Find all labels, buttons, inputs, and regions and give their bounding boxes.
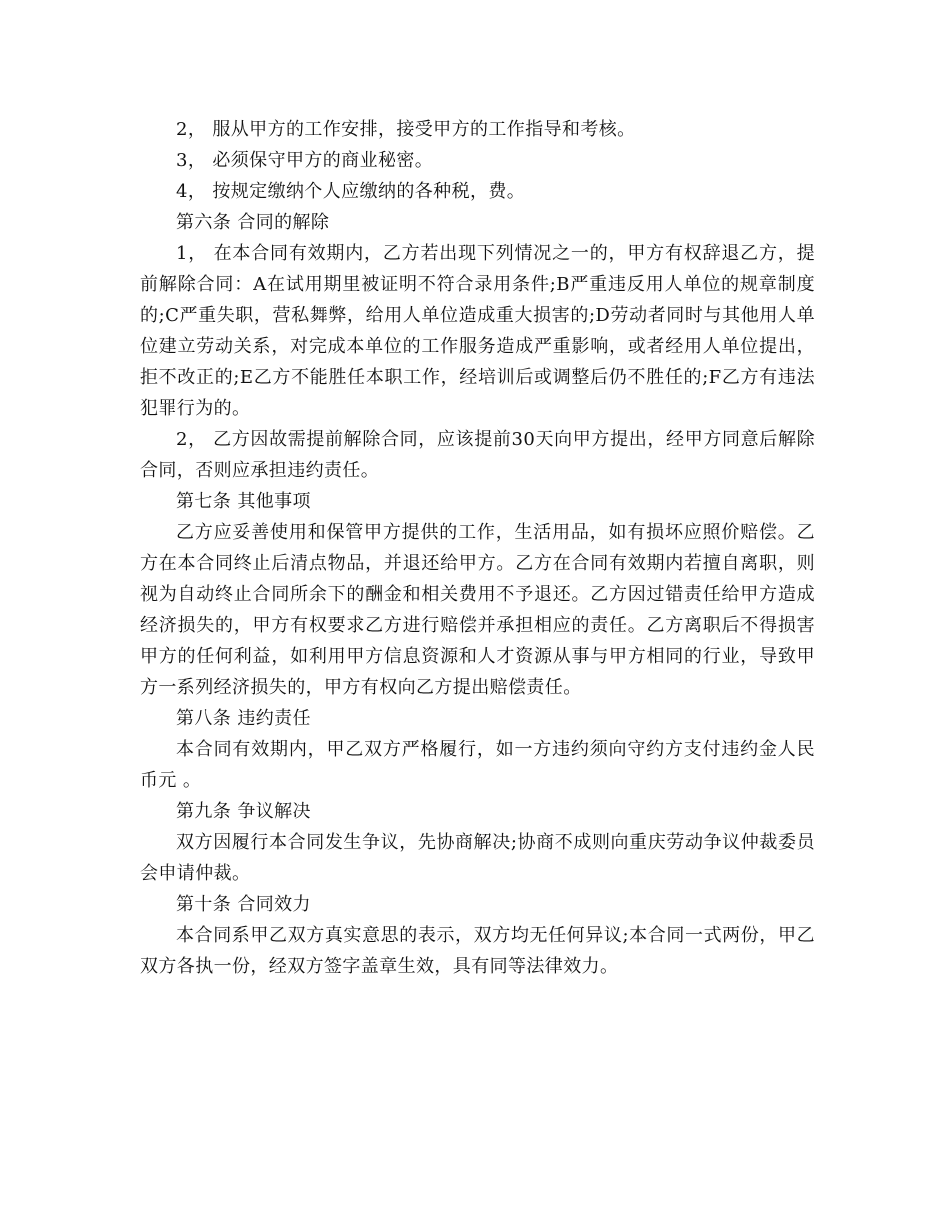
article-6-heading: 第六条 合同的解除 — [176, 212, 330, 233]
article-6-item-2: 2， 乙方因故需提前解除合同，应该提前30天向甲方提出，经甲方同意后解除合同，否则应承担违约责任。 — [140, 429, 815, 481]
article-8-body: 本合同有效期内，甲乙双方严格履行，如一方违约须向守约方支付违约金人民币元 。 — [140, 739, 815, 791]
article-6-item-1: 1， 在本合同有效期内，乙方若出现下列情况之一的，甲方有权辞退乙方，提前解除合同：A在试用期里被证明不符合录用条件;B严重违反用人单位的规章制度的;C严重失职，营私舞弊，给用人单位造成重大损害的;D劳动者同时与其他用人单位建立劳动关系，对完成本单位的工作服务造成严重影响，或者经用人单位提出，拒不改正的;E乙方不能胜任本职工作，经培训后或调整后仍不胜任的;F乙方有违法犯罪行为的。 — [140, 243, 815, 419]
article-8-heading: 第八条 违约责任 — [176, 708, 311, 729]
article-9-heading: 第九条 争议解决 — [176, 801, 311, 822]
article-7-body: 乙方应妥善使用和保管甲方提供的工作，生活用品，如有损坏应照价赔偿。乙方在本合同终止后清点物品，并退还给甲方。乙方在合同有效期内若擅自离职，则视为自动终止合同所余下的酬金和相关费用不予退还。乙方因过错责任给甲方造成经济损失的，甲方有权要求乙方进行赔偿并承担相应的责任。乙方离职后不得损害甲方的任何利益，如利用甲方信息资源和人才资源从事与甲方相同的行业，导致甲方一系列经济损失的，甲方有权向乙方提出赔偿责任。 — [140, 522, 815, 698]
article-7-heading: 第七条 其他事项 — [176, 491, 311, 512]
article-10-heading: 第十条 合同效力 — [176, 894, 311, 915]
document-body — [140, 114, 815, 982]
clause-item-4-taxes: 4， 按规定缴纳个人应缴纳的各种税，费。 — [176, 181, 526, 202]
article-9-body: 双方因履行本合同发生争议，先协商解决;协商不成则向重庆劳动争议仲裁委员会申请仲裁。 — [140, 832, 815, 884]
article-10-body: 本合同系甲乙双方真实意思的表示，双方均无任何异议;本合同一式两份，甲乙双方各执一份，经双方签字盖章生效，具有同等法律效力。 — [140, 925, 815, 977]
clause-item-3-confidentiality: 3， 必须保守甲方的商业秘密。 — [176, 150, 434, 171]
clause-item-2-obey-arrangement: 2， 服从甲方的工作安排，接受甲方的工作指导和考核。 — [176, 119, 636, 140]
